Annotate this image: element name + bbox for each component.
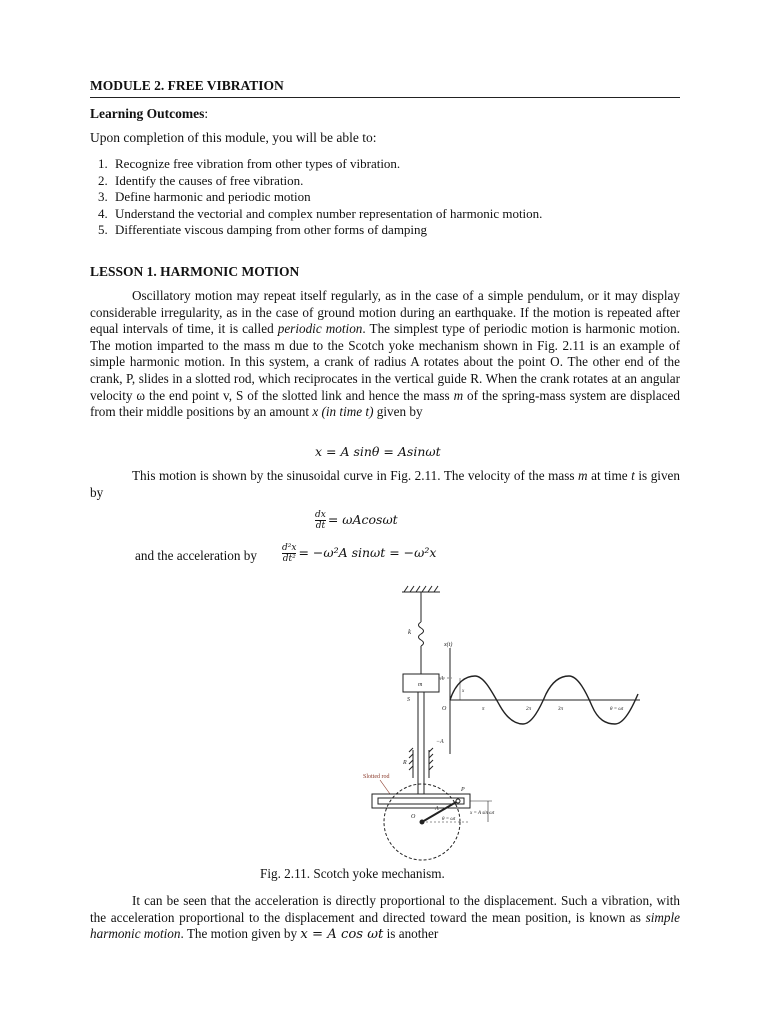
- point-s-label: S: [407, 697, 410, 703]
- list-item-text: Define harmonic and periodic motion: [115, 189, 311, 204]
- crank-pin: [456, 799, 460, 803]
- paragraph-simple-harmonic: [90, 893, 680, 944]
- amplitude-x-label: x: [462, 689, 465, 694]
- text-run: at time: [587, 468, 632, 483]
- plot-y-axis-label: x(t): [444, 642, 453, 648]
- list-item: [98, 173, 542, 190]
- learning-outcomes-colon: :: [204, 106, 209, 121]
- displacement-equation-label: x = A sin ωt: [470, 811, 495, 816]
- learning-outcomes-heading: [90, 106, 208, 122]
- spring-label: k: [408, 628, 412, 636]
- mass-label: m: [418, 682, 423, 688]
- list-item-number: 1.: [98, 156, 108, 171]
- emphasis-shm: simple harmonic motion: [90, 909, 680, 942]
- angle-label: θ = ωt: [442, 817, 456, 822]
- plot-tick-3pi: 3π: [558, 707, 564, 712]
- list-item: [98, 222, 542, 239]
- paragraph-velocity: [90, 468, 680, 501]
- slotted-rod-leader: [380, 780, 390, 794]
- text-run: . The simplest type of periodic motion is harmonic motion. The motion imparted to the mass m due to the Scotch yoke mechanism shown in Fig. 2.11 is an example of simple harmonic motion. In this system, a crank of radius A rotates about the point O. The other end of the crank, P, slides in a slotted rod, which reciprocates in the vertical guide R. When the crank rotates at an angular velocity ω the end point v, S of the slotted link and hence the mass: [90, 321, 680, 403]
- equation-acceleration-label: and the acceleration by: [135, 548, 257, 563]
- guide-label: R: [403, 760, 407, 766]
- plot-x-axis-label: θ = ωt: [610, 707, 624, 712]
- inline-equation: x = A cos ωt: [300, 927, 384, 943]
- list-item-text: Recognize free vibration from other types of vibration.: [115, 156, 401, 171]
- lesson-title: LESSON 1. HARMONIC MOTION: [90, 264, 300, 279]
- module-title: MODULE 2. FREE VIBRATION: [90, 78, 284, 93]
- equation-rhs: = −ω²A sinωt = −ω²x: [298, 545, 437, 560]
- list-item-text: Understand the vectorial and complex number representation of harmonic motion.: [115, 205, 543, 221]
- equation-displacement: x = A sinθ = Asinωt: [315, 444, 441, 459]
- text-run: Oscillatory motion may repeat itself regularly, as in the case of a simple pendulum, or it may display considerable irregularity, as in the case of ground motion during an earthquake. If the motion is repeated after equal intervals of time, it is called: [90, 288, 680, 337]
- text-run: It can be seen that the acceleration is directly proportional to the displacement. Such a vibration, with the acceleration proportional to the displacement and directed toward the mean position, is known as: [90, 893, 680, 925]
- emphasis-time: x (in time t): [312, 404, 374, 420]
- outcomes-list: [98, 156, 542, 239]
- plot-tick-pi: π: [482, 707, 485, 712]
- equation-acceleration: [282, 543, 436, 564]
- ceiling-hatch: [402, 586, 440, 592]
- plot-amplitude-positive: A: [440, 676, 444, 682]
- scotch-yoke-figure: [270, 582, 650, 862]
- figure-caption: Fig. 2.11. Scotch yoke mechanism.: [260, 866, 445, 881]
- learning-outcomes-label: Learning Outcomes: [90, 106, 205, 121]
- emphasis-mass: m: [578, 468, 588, 483]
- equation-velocity: [315, 510, 398, 531]
- fraction-denominator: dt²: [282, 554, 296, 564]
- pivot-o-label: O: [411, 814, 416, 820]
- fraction-numerator: d²x: [282, 543, 297, 553]
- paragraph-harmonic-intro: [90, 288, 680, 421]
- title-rule: [90, 97, 680, 98]
- emphasis-periodic-motion: periodic motion: [277, 321, 363, 337]
- list-item-number: 3.: [98, 189, 108, 204]
- list-item-text: Identify the causes of free vibration.: [115, 172, 304, 188]
- fraction-numerator: dx: [315, 510, 326, 520]
- crank-radius-label: A: [435, 806, 439, 812]
- list-item-number: 5.: [98, 222, 108, 237]
- text-run: of the spring-mass system are displaced from their middle positions by an amount: [90, 387, 680, 420]
- list-item-text: Differentiate viscous damping from other forms of damping: [115, 222, 428, 237]
- plot-amplitude-negative: −A: [436, 739, 444, 745]
- emphasis-time: t: [631, 468, 635, 483]
- text-run: This motion is shown by the sinusoidal curve in Fig. 2.11. The velocity of the mass: [132, 468, 579, 483]
- list-item-number: 2.: [98, 172, 108, 188]
- fraction: [282, 543, 296, 564]
- list-item: [98, 206, 542, 223]
- list-item-number: 4.: [98, 205, 108, 221]
- equation-rhs: = ωAcosωt: [327, 512, 398, 527]
- text-run: . The motion given by: [180, 926, 301, 942]
- learning-outcomes-intro: Upon completion of this module, you will be able to:: [90, 130, 377, 145]
- fraction-denominator: dt: [315, 521, 326, 531]
- plot-origin-label: O: [442, 706, 447, 712]
- slotted-rod-label: Slotted rod: [363, 774, 390, 780]
- text-run: is another: [383, 926, 439, 942]
- emphasis-mass: m: [453, 387, 464, 403]
- text-run: given by: [373, 404, 423, 420]
- list-item: [98, 189, 542, 206]
- point-p-label: P: [461, 787, 465, 793]
- plot-tick-2pi: 2π: [526, 707, 532, 712]
- text-run: is given by: [90, 468, 680, 500]
- spring: [419, 592, 424, 674]
- vertical-guide: [409, 748, 433, 778]
- fraction: [315, 510, 326, 531]
- list-item: [98, 156, 542, 173]
